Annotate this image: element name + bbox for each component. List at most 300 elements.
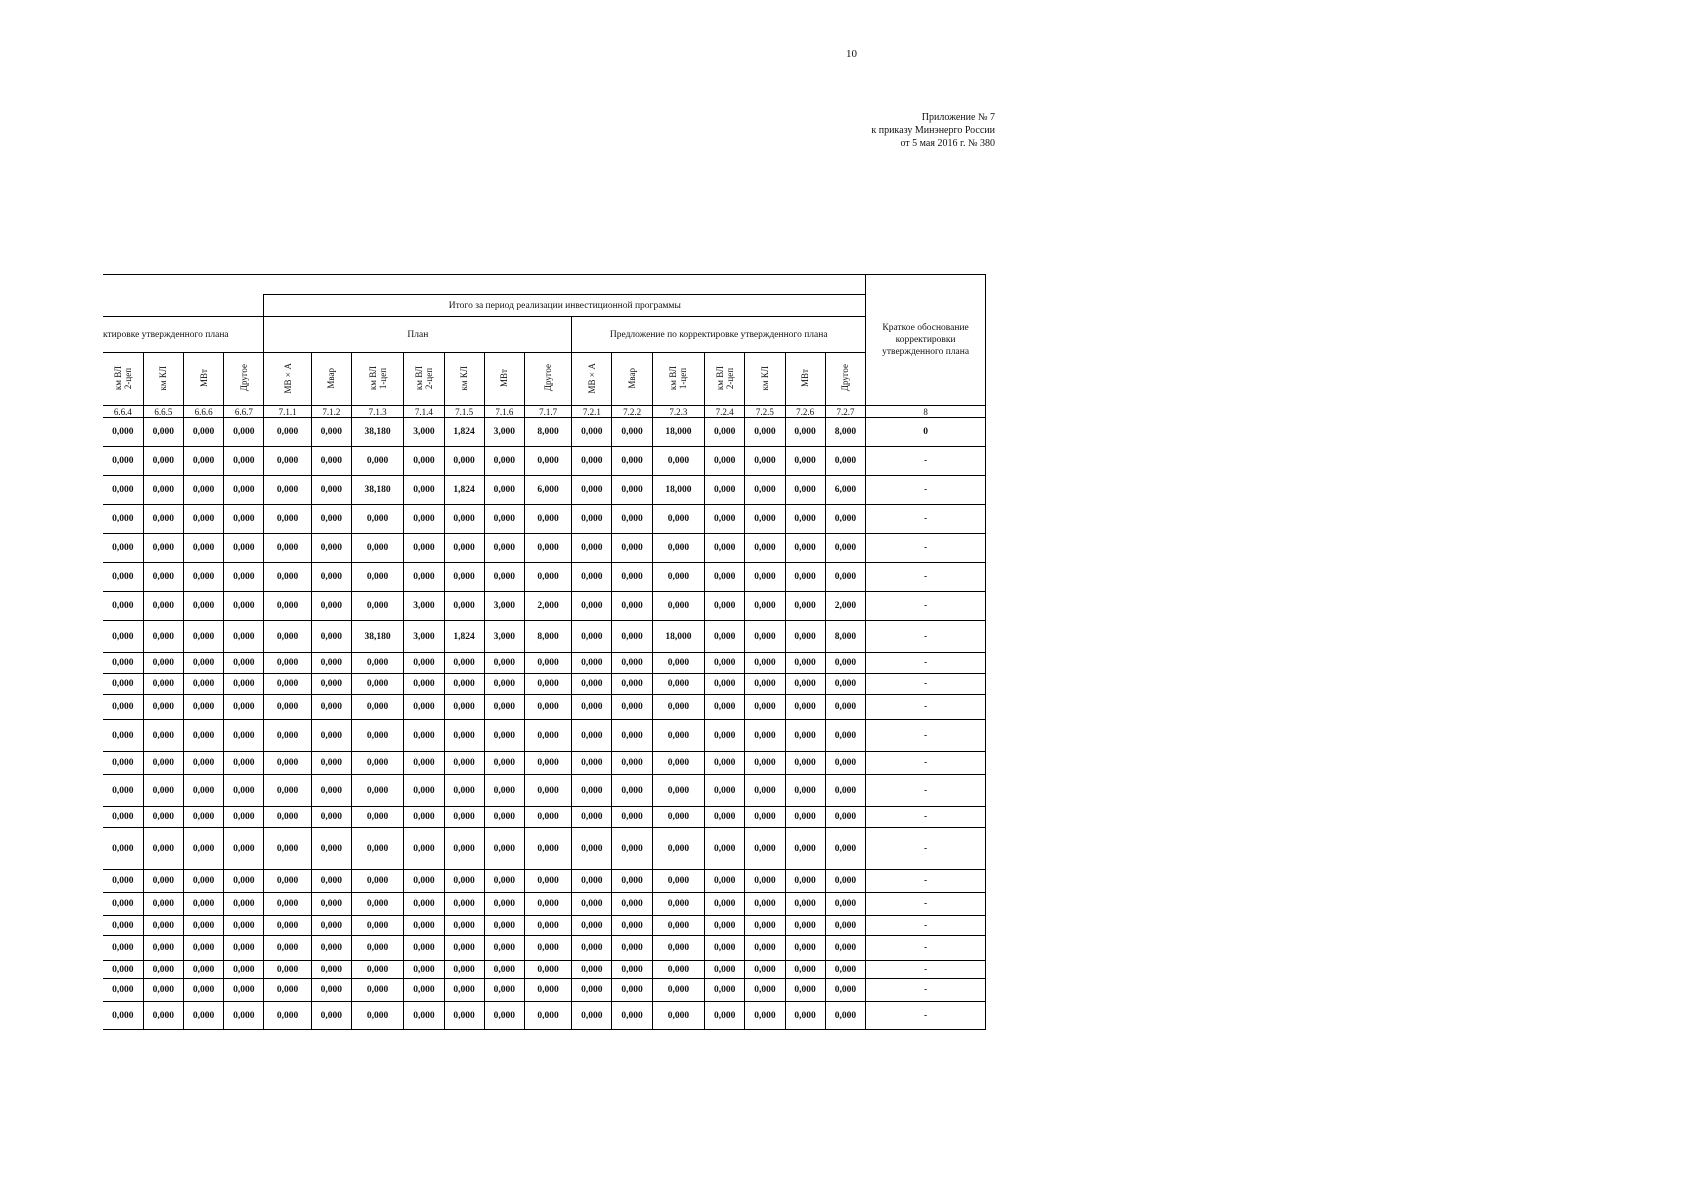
value-cell: 0,000 (705, 418, 745, 447)
value-cell: 0,000 (524, 961, 571, 979)
value-cell: 0,000 (351, 1002, 403, 1030)
value-cell: 0,000 (524, 720, 571, 752)
value-cell: 0,000 (183, 1002, 223, 1030)
value-cell: 0,000 (404, 979, 444, 1002)
value-cell: 0,000 (612, 621, 652, 653)
value-cell: 0,000 (264, 775, 311, 807)
plan-unit-6 (484, 353, 524, 406)
value-cell: 0,000 (351, 447, 403, 476)
value-cell: 0,000 (224, 979, 264, 1002)
table-row (103, 752, 986, 775)
value-cell: 0,000 (351, 828, 403, 870)
value-cell: 0,000 (572, 961, 612, 979)
value-cell: 0,000 (311, 534, 351, 563)
value-cell: 0,000 (705, 807, 745, 828)
value-cell: 0,000 (745, 720, 785, 752)
value-cell: 0,000 (524, 674, 571, 695)
value-cell: 0,000 (444, 752, 484, 775)
value-cell: 0,000 (572, 936, 612, 961)
table-row (103, 870, 986, 893)
note-cell: 0 (866, 418, 986, 447)
value-cell: 1,824 (444, 621, 484, 653)
value-cell: 0,000 (224, 870, 264, 893)
appendix-order: к приказу Минэнерго России (871, 125, 995, 136)
value-cell: 0,000 (183, 447, 223, 476)
table-row (103, 563, 986, 592)
value-cell: 0,000 (183, 893, 223, 916)
value-cell: 0,000 (143, 653, 183, 674)
value-cell: 0,000 (484, 893, 524, 916)
value-cell: 0,000 (264, 893, 311, 916)
note-cell: - (866, 1002, 986, 1030)
value-cell: 6,000 (524, 476, 571, 505)
plan-unit-label: Мвар (326, 367, 337, 389)
value-cell: 0,000 (825, 653, 865, 674)
value-cell: 0,000 (785, 870, 825, 893)
value-cell: 0,000 (264, 1002, 311, 1030)
value-cell: 0,000 (524, 893, 571, 916)
value-cell: 0,000 (264, 936, 311, 961)
value-cell: 0,000 (745, 775, 785, 807)
value-cell: 0,000 (612, 418, 652, 447)
value-cell: 0,000 (311, 870, 351, 893)
value-cell: 0,000 (103, 563, 143, 592)
value-cell: 0,000 (264, 653, 311, 674)
value-cell: 0,000 (183, 936, 223, 961)
column-index: 6.6.6 (183, 406, 223, 418)
value-cell: 0,000 (224, 505, 264, 534)
value-cell: 0,000 (444, 1002, 484, 1030)
value-cell: 0,000 (224, 1002, 264, 1030)
value-cell: 1,824 (444, 476, 484, 505)
value-cell: 0,000 (785, 534, 825, 563)
value-cell: 0,000 (143, 961, 183, 979)
value-cell: 0,000 (825, 807, 865, 828)
column-index: 7.1.2 (311, 406, 351, 418)
left-unit-1 (103, 353, 143, 406)
value-cell: 0,000 (745, 476, 785, 505)
value-cell: 0,000 (825, 828, 865, 870)
column-index: 6.6.5 (143, 406, 183, 418)
value-cell: 0,000 (572, 979, 612, 1002)
value-cell: 0,000 (524, 807, 571, 828)
value-cell: 0,000 (444, 447, 484, 476)
value-cell: 0,000 (652, 563, 704, 592)
value-cell: 0,000 (264, 447, 311, 476)
value-cell: 0,000 (612, 828, 652, 870)
column-index: 7.2.6 (785, 406, 825, 418)
left-unit-4 (224, 353, 264, 406)
value-cell: 0,000 (652, 807, 704, 828)
note-cell: - (866, 916, 986, 936)
value-cell: 0,000 (785, 695, 825, 720)
note-cell: - (866, 592, 986, 621)
column-index: 7.1.5 (444, 406, 484, 418)
value-cell: 0,000 (785, 720, 825, 752)
value-cell: 0,000 (183, 720, 223, 752)
value-cell: 0,000 (484, 916, 524, 936)
value-cell: 38,180 (351, 621, 403, 653)
value-cell: 0,000 (612, 916, 652, 936)
value-cell: 0,000 (311, 418, 351, 447)
value-cell: 0,000 (103, 893, 143, 916)
value-cell: 0,000 (351, 775, 403, 807)
table-row (103, 418, 986, 447)
value-cell: 0,000 (785, 563, 825, 592)
investment-table-wrapper (103, 274, 986, 1030)
table-row (103, 653, 986, 674)
value-cell: 0,000 (264, 476, 311, 505)
value-cell: 0,000 (484, 807, 524, 828)
column-index: 6.6.7 (224, 406, 264, 418)
page-number: 10 (846, 48, 857, 60)
appendix-title: Приложение № 7 (921, 112, 995, 123)
column-index: 7.1.1 (264, 406, 311, 418)
value-cell: 0,000 (404, 1002, 444, 1030)
value-cell: 0,000 (652, 936, 704, 961)
value-cell: 0,000 (264, 961, 311, 979)
value-cell: 0,000 (351, 807, 403, 828)
plan-unit-3 (351, 353, 403, 406)
value-cell: 0,000 (351, 979, 403, 1002)
value-cell: 0,000 (785, 828, 825, 870)
value-cell: 0,000 (444, 936, 484, 961)
value-cell: 0,000 (143, 674, 183, 695)
proposal-unit-label: Мвар (627, 367, 638, 389)
value-cell: 0,000 (444, 505, 484, 534)
value-cell: 0,000 (103, 775, 143, 807)
proposal-unit-label: км ВЛ 1-цеп (668, 365, 689, 391)
value-cell: 0,000 (652, 695, 704, 720)
plan-unit-label: МВт (499, 369, 510, 387)
value-cell: 0,000 (785, 674, 825, 695)
value-cell: 0,000 (705, 870, 745, 893)
value-cell: 0,000 (612, 870, 652, 893)
value-cell: 0,000 (612, 893, 652, 916)
value-cell: 0,000 (264, 870, 311, 893)
value-cell: 0,000 (484, 505, 524, 534)
value-cell: 0,000 (785, 505, 825, 534)
value-cell: 0,000 (825, 893, 865, 916)
value-cell: 0,000 (311, 936, 351, 961)
value-cell: 0,000 (444, 674, 484, 695)
value-cell: 0,000 (183, 828, 223, 870)
value-cell: 0,000 (143, 476, 183, 505)
value-cell: 0,000 (404, 476, 444, 505)
value-cell: 0,000 (652, 775, 704, 807)
value-cell: 3,000 (404, 592, 444, 621)
value-cell: 0,000 (785, 893, 825, 916)
value-cell: 0,000 (311, 828, 351, 870)
column-index: 6.6.4 (103, 406, 143, 418)
value-cell: 0,000 (524, 828, 571, 870)
value-cell: 0,000 (404, 893, 444, 916)
value-cell: 0,000 (404, 447, 444, 476)
value-cell: 0,000 (572, 870, 612, 893)
value-cell: 0,000 (444, 916, 484, 936)
value-cell: 0,000 (404, 695, 444, 720)
table-row (103, 720, 986, 752)
value-cell: 0,000 (351, 961, 403, 979)
proposal-unit-7 (825, 353, 865, 406)
value-cell: 0,000 (705, 505, 745, 534)
value-cell: 0,000 (404, 807, 444, 828)
value-cell: 0,000 (264, 674, 311, 695)
value-cell: 0,000 (264, 916, 311, 936)
value-cell: 0,000 (572, 695, 612, 720)
value-cell: 0,000 (264, 807, 311, 828)
value-cell: 0,000 (612, 653, 652, 674)
value-cell: 0,000 (825, 505, 865, 534)
value-cell: 0,000 (224, 720, 264, 752)
value-cell: 0,000 (825, 752, 865, 775)
value-cell: 0,000 (444, 961, 484, 979)
value-cell: 0,000 (745, 674, 785, 695)
value-cell: 0,000 (745, 563, 785, 592)
value-cell: 0,000 (143, 752, 183, 775)
value-cell: 0,000 (825, 870, 865, 893)
value-cell: 0,000 (745, 870, 785, 893)
column-index-row (103, 406, 986, 418)
value-cell: 0,000 (183, 752, 223, 775)
value-cell: 0,000 (484, 695, 524, 720)
value-cell: 0,000 (705, 752, 745, 775)
proposal-unit-6 (785, 353, 825, 406)
header-row-top (103, 275, 986, 295)
value-cell: 0,000 (652, 720, 704, 752)
value-cell: 0,000 (745, 893, 785, 916)
value-cell: 0,000 (224, 534, 264, 563)
proposal-unit-4 (705, 353, 745, 406)
value-cell: 8,000 (524, 621, 571, 653)
left-unit-3 (183, 353, 223, 406)
value-cell: 0,000 (351, 752, 403, 775)
value-cell: 0,000 (745, 447, 785, 476)
value-cell: 0,000 (224, 828, 264, 870)
plan-unit-1 (264, 353, 311, 406)
value-cell: 0,000 (572, 1002, 612, 1030)
value-cell: 0,000 (572, 828, 612, 870)
value-cell: 0,000 (652, 592, 704, 621)
value-cell: 0,000 (404, 828, 444, 870)
value-cell: 0,000 (785, 775, 825, 807)
value-cell: 0,000 (264, 695, 311, 720)
value-cell: 0,000 (183, 505, 223, 534)
value-cell: 8,000 (524, 418, 571, 447)
value-cell: 0,000 (785, 447, 825, 476)
value-cell: 0,000 (652, 828, 704, 870)
value-cell: 0,000 (652, 916, 704, 936)
value-cell: 0,000 (183, 807, 223, 828)
header-top-spacer (103, 275, 866, 295)
note-cell: - (866, 775, 986, 807)
proposal-unit-1 (572, 353, 612, 406)
table-row (103, 979, 986, 1002)
column-index: 7.1.4 (404, 406, 444, 418)
plan-unit-label: км КЛ (459, 365, 470, 391)
value-cell: 0,000 (572, 775, 612, 807)
note-header: Краткое обоснование корректировки утвержденного плана (866, 275, 986, 406)
value-cell: 0,000 (572, 916, 612, 936)
value-cell: 0,000 (825, 720, 865, 752)
value-cell: 0,000 (484, 476, 524, 505)
value-cell: 0,000 (825, 1002, 865, 1030)
value-cell: 3,000 (404, 621, 444, 653)
value-cell: 0,000 (264, 592, 311, 621)
value-cell: 0,000 (705, 447, 745, 476)
value-cell: 0,000 (652, 893, 704, 916)
value-cell: 0,000 (103, 752, 143, 775)
value-cell: 0,000 (183, 695, 223, 720)
value-cell: 0,000 (311, 775, 351, 807)
value-cell: 0,000 (311, 505, 351, 534)
value-cell: 0,000 (351, 695, 403, 720)
table-row (103, 674, 986, 695)
value-cell: 0,000 (444, 534, 484, 563)
value-cell: 0,000 (404, 653, 444, 674)
value-cell: 0,000 (143, 695, 183, 720)
value-cell: 0,000 (103, 447, 143, 476)
value-cell: 0,000 (103, 534, 143, 563)
proposal-unit-label: МВ×А (586, 362, 597, 394)
table-row (103, 695, 986, 720)
value-cell: 0,000 (103, 916, 143, 936)
table-row (103, 592, 986, 621)
value-cell: 0,000 (224, 563, 264, 592)
value-cell: 0,000 (224, 936, 264, 961)
value-cell: 0,000 (745, 828, 785, 870)
value-cell: 0,000 (143, 1002, 183, 1030)
value-cell: 0,000 (484, 870, 524, 893)
value-cell: 0,000 (484, 979, 524, 1002)
value-cell: 0,000 (183, 674, 223, 695)
value-cell: 0,000 (785, 961, 825, 979)
column-index: 7.2.3 (652, 406, 704, 418)
value-cell: 0,000 (404, 563, 444, 592)
value-cell: 0,000 (103, 418, 143, 447)
value-cell: 0,000 (572, 720, 612, 752)
value-cell: 0,000 (264, 720, 311, 752)
value-cell: 0,000 (484, 534, 524, 563)
value-cell: 0,000 (264, 563, 311, 592)
value-cell: 0,000 (103, 1002, 143, 1030)
value-cell: 0,000 (224, 418, 264, 447)
value-cell: 0,000 (745, 592, 785, 621)
value-cell: 0,000 (785, 418, 825, 447)
note-cell: - (866, 828, 986, 870)
value-cell: 0,000 (484, 828, 524, 870)
value-cell: 0,000 (705, 828, 745, 870)
value-cell: 0,000 (785, 752, 825, 775)
left-group-header: ктировке утвержденного плана (103, 317, 264, 353)
value-cell: 6,000 (825, 476, 865, 505)
plan-unit-label: км ВЛ 2-цеп (413, 365, 434, 391)
proposal-unit-label: Другое (840, 364, 851, 392)
value-cell: 0,000 (745, 505, 785, 534)
value-cell: 0,000 (785, 621, 825, 653)
value-cell: 0,000 (652, 505, 704, 534)
value-cell: 0,000 (484, 563, 524, 592)
left-unit-label: Другое (238, 364, 249, 392)
proposal-unit-5 (745, 353, 785, 406)
value-cell: 0,000 (183, 653, 223, 674)
proposal-unit-label: км КЛ (759, 365, 770, 391)
value-cell: 0,000 (612, 505, 652, 534)
note-cell: - (866, 961, 986, 979)
value-cell: 0,000 (524, 916, 571, 936)
table-row (103, 476, 986, 505)
value-cell: 0,000 (705, 592, 745, 621)
value-cell: 3,000 (484, 592, 524, 621)
note-cell: - (866, 505, 986, 534)
value-cell: 0,000 (311, 979, 351, 1002)
value-cell: 0,000 (224, 674, 264, 695)
note-cell: - (866, 979, 986, 1002)
value-cell: 0,000 (311, 916, 351, 936)
value-cell: 0,000 (264, 979, 311, 1002)
note-cell: - (866, 752, 986, 775)
value-cell: 0,000 (224, 653, 264, 674)
value-cell: 0,000 (311, 752, 351, 775)
value-cell: 0,000 (444, 563, 484, 592)
value-cell: 0,000 (484, 674, 524, 695)
value-cell: 0,000 (785, 807, 825, 828)
value-cell: 0,000 (404, 720, 444, 752)
column-index: 7.1.3 (351, 406, 403, 418)
value-cell: 0,000 (524, 534, 571, 563)
value-cell: 0,000 (612, 720, 652, 752)
value-cell: 0,000 (103, 476, 143, 505)
value-cell: 0,000 (572, 752, 612, 775)
value-cell: 3,000 (484, 418, 524, 447)
value-cell: 0,000 (652, 534, 704, 563)
value-cell: 0,000 (612, 1002, 652, 1030)
value-cell: 0,000 (705, 775, 745, 807)
value-cell: 0,000 (745, 695, 785, 720)
value-cell: 0,000 (524, 563, 571, 592)
value-cell: 0,000 (612, 752, 652, 775)
value-cell: 0,000 (183, 592, 223, 621)
note-cell: - (866, 674, 986, 695)
value-cell: 0,000 (103, 979, 143, 1002)
value-cell: 0,000 (705, 916, 745, 936)
value-cell: 18,000 (652, 476, 704, 505)
value-cell: 0,000 (183, 916, 223, 936)
value-cell: 0,000 (143, 979, 183, 1002)
value-cell: 0,000 (311, 447, 351, 476)
value-cell: 0,000 (143, 621, 183, 653)
value-cell: 0,000 (404, 936, 444, 961)
plan-unit-2 (311, 353, 351, 406)
value-cell: 0,000 (572, 476, 612, 505)
column-index: 7.2.5 (745, 406, 785, 418)
value-cell: 0,000 (444, 807, 484, 828)
value-cell: 0,000 (572, 418, 612, 447)
table-row (103, 534, 986, 563)
value-cell: 0,000 (404, 961, 444, 979)
value-cell: 0,000 (103, 807, 143, 828)
value-cell: 0,000 (103, 653, 143, 674)
value-cell: 0,000 (103, 936, 143, 961)
value-cell: 18,000 (652, 418, 704, 447)
header-row-units (103, 353, 986, 406)
value-cell: 0,000 (311, 653, 351, 674)
value-cell: 0,000 (143, 447, 183, 476)
value-cell: 0,000 (612, 476, 652, 505)
appendix-date: от 5 мая 2016 г. № 380 (900, 138, 995, 149)
plan-unit-7 (524, 353, 571, 406)
value-cell: 0,000 (825, 775, 865, 807)
